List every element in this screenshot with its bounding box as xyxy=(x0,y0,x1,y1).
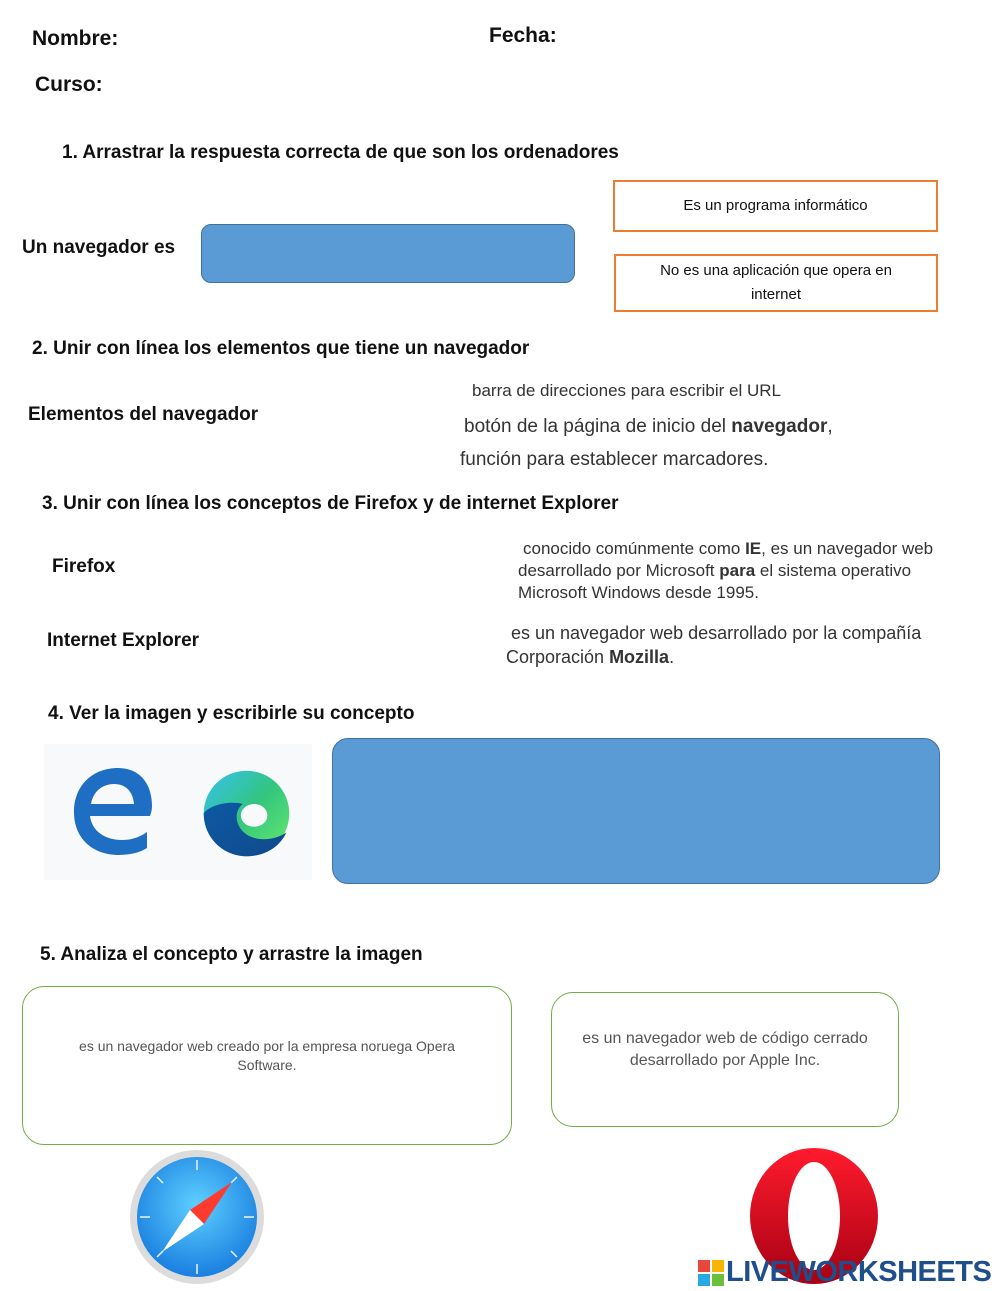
safari-icon[interactable] xyxy=(128,1148,266,1286)
q2-item-3[interactable]: función para establecer marcadores. xyxy=(460,449,769,470)
date-label: Fecha: xyxy=(489,24,557,47)
edge-legacy-icon xyxy=(70,766,154,856)
question-5-title: 5. Analiza el concepto y arrastre la imagen xyxy=(40,944,423,965)
question-3-title: 3. Unir con línea los conceptos de Firefox y de internet Explorer xyxy=(42,493,619,514)
q2-item-1[interactable]: barra de direcciones para escribir el URL xyxy=(472,381,781,400)
q2-label: Elementos del navegador xyxy=(28,404,259,425)
q1-option-2[interactable]: No es una aplicación que opera en internet xyxy=(614,254,938,312)
liveworksheets-badge-icon xyxy=(698,1260,724,1286)
name-label: Nombre: xyxy=(32,27,119,50)
q1-drop-zone[interactable] xyxy=(201,224,575,283)
question-4-title: 4. Ver la imagen y escribirle su concepto xyxy=(48,703,415,724)
q5-drop-box-2[interactable]: es un navegador web de código cerrado desarrollado por Apple Inc. xyxy=(551,992,899,1127)
q3-definition-1[interactable]: conocido comúnmente como IE, es un navegador web desarrollado por Microsoft para el sistema operativo Microsoft Windows desde 1995. xyxy=(518,539,934,602)
q2-item-2[interactable]: botón de la página de inicio del navegador, xyxy=(464,416,833,437)
q1-prompt: Un navegador es xyxy=(22,237,176,258)
q4-answer-box[interactable] xyxy=(332,738,940,884)
liveworksheets-wordmark: LIVEWORKSHEETS xyxy=(726,1256,992,1288)
q5-drop-box-1[interactable]: es un navegador web creado por la empresa noruega Opera Software. xyxy=(22,986,512,1145)
edge-chromium-icon xyxy=(199,766,294,861)
course-label: Curso: xyxy=(35,73,103,96)
q3-label-firefox[interactable]: Firefox xyxy=(52,556,116,577)
q3-label-ie[interactable]: Internet Explorer xyxy=(47,630,200,651)
question-2-title: 2. Unir con línea los elementos que tiene un navegador xyxy=(32,338,530,359)
q3-definition-2[interactable]: es un navegador web desarrollado por la compañía Corporación Mozilla. xyxy=(506,623,922,667)
question-1-title: 1. Arrastrar la respuesta correcta de que son los ordenadores xyxy=(62,142,619,163)
edge-logos-image xyxy=(44,744,312,880)
liveworksheets-logo xyxy=(698,1256,991,1289)
q1-option-1[interactable]: Es un programa informático xyxy=(613,180,938,232)
